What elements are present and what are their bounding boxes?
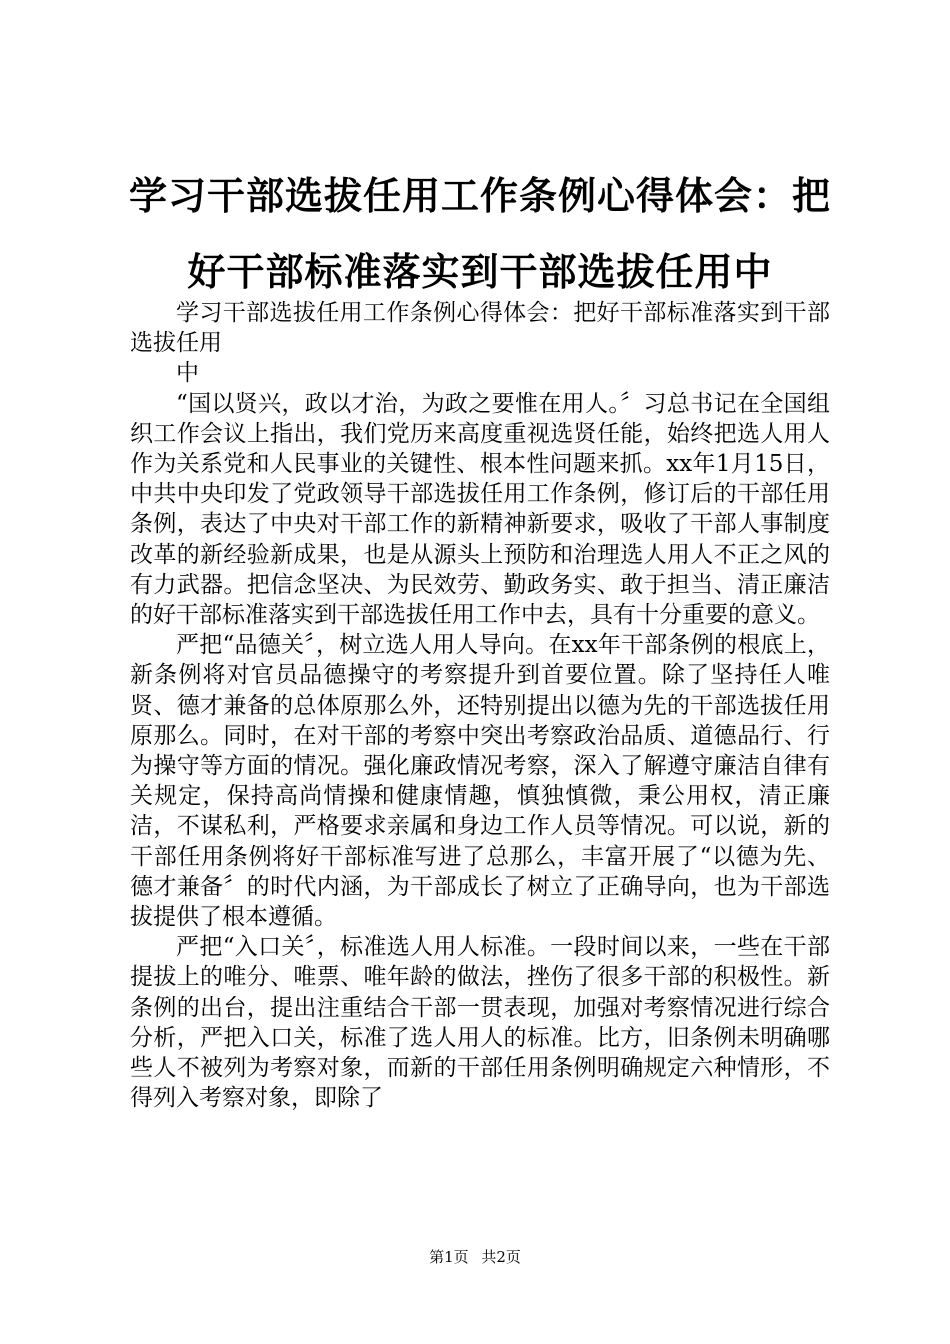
- page-total: 共2页: [481, 1248, 521, 1266]
- page-number: 第1页: [429, 1248, 469, 1266]
- document-body: [130, 298, 830, 1113]
- document-title: 学习干部选拔任用工作条例心得体会：把好干部标准落实到干部选拔任用中: [128, 173, 831, 294]
- paragraph-intro: “国以贤兴，政以才治，为政之要惟在用人。〞习总书记在全国组织工作会议上指出，我们党历来高度重视选贤任能，始终把选人用人作为关系党和人民事业的关键性、根本性问题来抓。xx年1月15日，中共中央印发了党政领导干部选拔任用工作条例，修订后的干部任用条例，表达了中央对干部工作的新精神新要求，吸收了干部人事制度改革的新经验新成果，也是从源头上预防和治理选人用人不正之风的有力武器。把信念坚决、为民效劳、勤政务实、敢于担当、清正廉洁的好干部标准落实到干部选拔任用工作中去，具有十分重要的意义。: [130, 390, 830, 629]
- paragraph-subtitle-continued: 中: [176, 360, 199, 387]
- paragraph-moral-check: 严把“品德关〞，树立选人用人导向。在xx年干部条例的根底上，新条例将对官员品德操守的考察提升到首要位置。除了坚持任人唯贤、德才兼备的总体原那么外，还特别提出以德为先的干部选拔任用原那么。同时，在对干部的考察中突出考察政治品质、道德品行、行为操守等方面的情况。强化廉政情况考察，深入了解遵守廉洁自律有关规定，保持高尚情操和健康情趣，慎独慎微，秉公用权，清正廉洁，不谋私利，严格要求亲属和身边工作人员等情况。可以说，新的干部任用条例将好干部标准写进了总那么，丰富开展了“以德为先、德才兼备〞的时代内涵，为干部成长了树立了正确导向，也为干部选拔提供了根本遵循。: [130, 632, 830, 931]
- paragraph-entry-check: 严把“入口关〞，标准选人用人标准。一段时间以来，一些在干部提拔上的唯分、唯票、唯年龄的做法，挫伤了很多干部的积极性。新条例的出台，提出注重结合干部一贯表现，加强对考察情况进行综合分析，严把入口关，标准了选人用人的标准。比方，旧条例未明确哪些人不被列为考察对象，而新的干部任用条例明确规定六种情形，不得列入考察对象，即除了: [130, 934, 830, 1112]
- paragraph-subtitle: 学习干部选拔任用工作条例心得体会：把好干部标准落实到干部选拔任用: [130, 300, 830, 357]
- page-footer: [0, 1247, 950, 1267]
